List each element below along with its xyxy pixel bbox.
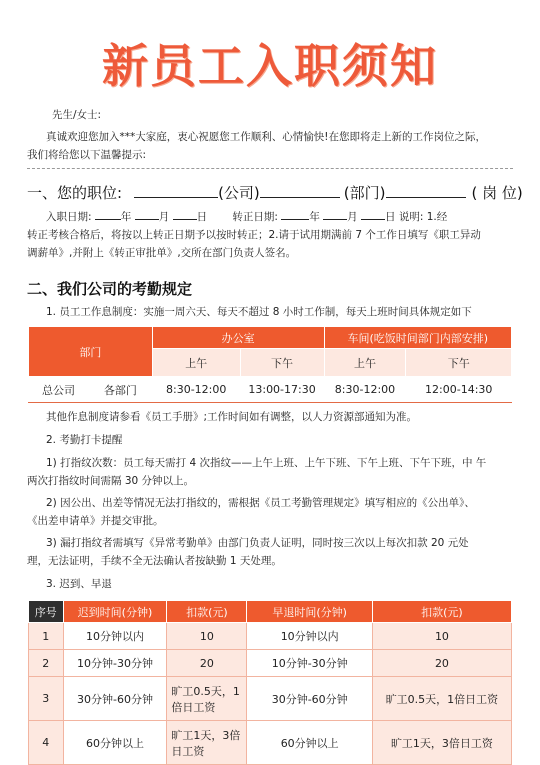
table-cell: 20 (167, 650, 247, 677)
regular-date-label: 转正日期: (232, 211, 278, 223)
day-label: 日 (385, 211, 396, 223)
table-cell: 1 (29, 623, 64, 650)
dept-blank[interactable] (260, 197, 340, 198)
column-header: 序号 (29, 601, 64, 623)
note-label: 说明: 1.经 (398, 211, 448, 223)
table-cell: 20 (372, 650, 511, 677)
year-label: 年 (120, 211, 132, 223)
dept-label: (部门) (343, 184, 386, 202)
entry-date-label: 入职日期: (46, 211, 92, 223)
table-cell: 13:00-17:30 (240, 377, 324, 403)
work-hours-table (28, 326, 512, 403)
position-label: ( 岗 位) (471, 184, 523, 202)
entry-day-blank[interactable] (173, 219, 197, 220)
rule-1b: 两次打指纹时间需隔 30 分钟以上。 (27, 475, 195, 487)
section1-line3: 调薪单》,并附上《转正审批单》,交所在部门负责人签名。 (27, 247, 297, 259)
table-cell: 旷工1天，3倍日工资 (167, 721, 247, 765)
entry-year-blank[interactable] (95, 219, 121, 220)
column-header: 扣款(元) (372, 601, 511, 623)
column-header: 扣款(元) (167, 601, 247, 623)
table-cell: 各部门 (88, 377, 152, 403)
intro-line-2: 我们将给您以下温馨提示: (27, 149, 147, 161)
table-cell: 10 (167, 623, 247, 650)
year-label: 年 (309, 211, 320, 223)
office-am: 上午 (152, 349, 240, 377)
table-cell: 10分钟以内 (247, 623, 372, 650)
work-hours-item: 1. 员工工作息制度：实施一周六天、每天不超过 8 小时工作制，每天上班时间具体规定如下 (46, 306, 472, 318)
section2-heading: 二、我们公司的考勤规定 (27, 280, 193, 298)
late-penalty-table (28, 600, 512, 765)
rule-2a: 2) 因公出、出差等情况无法打指纹的，需根据《员工考勤管理规定》填写相应的《公出单》、 (46, 497, 475, 509)
company-label: (公司) (218, 184, 260, 202)
section1-heading: 一、您的职位: (27, 184, 123, 202)
dates-line (46, 208, 447, 226)
table-cell: 30分钟-60分钟 (247, 677, 372, 721)
column-header: 早退时间(分钟) (247, 601, 372, 623)
table-cell: 4 (29, 721, 64, 765)
workshop-header: 车间(吃饭时间部门内部安排) (324, 327, 511, 349)
table-cell: 旷工1天，3倍日工资 (372, 721, 511, 765)
rule-1a: 1) 打指纹次数：员工每天需打 4 次指纹——上午上班、上午下班、下午上班、下午下班，中 午 (46, 457, 487, 469)
regular-month-blank[interactable] (323, 219, 347, 220)
table-cell: 旷工0.5天，1倍日工资 (372, 677, 511, 721)
workshop-pm: 下午 (406, 349, 512, 377)
workshop-am: 上午 (324, 349, 406, 377)
divider (27, 168, 513, 169)
table-cell: 12:00-14:30 (406, 377, 512, 403)
table-cell: 8:30-12:00 (324, 377, 406, 403)
table-cell: 10 (372, 623, 511, 650)
entry-month-blank[interactable] (135, 219, 159, 220)
position-line (27, 182, 523, 203)
table-cell: 2 (29, 650, 64, 677)
page-title: 新员工入职须知 (102, 39, 438, 93)
rule-3a: 3) 漏打指纹者需填写《异常考勤单》由部门负责人证明，同时按三次以上每次扣款 20 元处 (46, 537, 469, 549)
rule-3b: 理，无法证明，手续不全无法确认者按缺勤 1 天处理。 (27, 555, 282, 567)
table-cell: 总公司 (29, 377, 89, 403)
column-header: 迟到时间(分钟) (63, 601, 167, 623)
clock-in-item: 2. 考勤打卡提醒 (46, 434, 123, 446)
table-cell: 10分钟以内 (63, 623, 167, 650)
table-cell: 30分钟-60分钟 (63, 677, 167, 721)
month-label: 月 (347, 211, 358, 223)
company-blank[interactable] (134, 197, 218, 198)
greeting: 先生/女士: (52, 109, 102, 121)
office-header: 办公室 (152, 327, 324, 349)
regular-day-blank[interactable] (361, 219, 385, 220)
position-blank[interactable] (386, 197, 466, 198)
regular-year-blank[interactable] (281, 219, 309, 220)
table-cell: 8:30-12:00 (152, 377, 240, 403)
other-rule: 其他作息制度请参看《员工手册》;工作时间如有调整，以人力资源部通知为准。 (46, 411, 418, 423)
office-pm: 下午 (240, 349, 324, 377)
day-label: 日 (196, 211, 208, 223)
rule-2b: 《出差申请单》并提交审批。 (27, 515, 164, 527)
dept-header: 部门 (29, 327, 153, 377)
late-item: 3. 迟到、早退 (46, 578, 112, 590)
table-cell: 旷工0.5天，1倍日工资 (167, 677, 247, 721)
table-cell: 10分钟-30分钟 (63, 650, 167, 677)
section1-line2: 转正考核合格后，将按以上转正日期予以按时转正；2.请于试用期满前 7 个工作日填写《职工异动 (27, 229, 481, 241)
table-cell: 60分钟以上 (63, 721, 167, 765)
table-cell: 10分钟-30分钟 (247, 650, 372, 677)
intro-line-1: 真诚欢迎您加入***大家庭，衷心祝愿您工作顺利、心情愉快!在您即将走上新的工作岗位之际， (46, 131, 486, 143)
month-label: 月 (158, 211, 170, 223)
table-cell: 60分钟以上 (247, 721, 372, 765)
table-cell: 3 (29, 677, 64, 721)
